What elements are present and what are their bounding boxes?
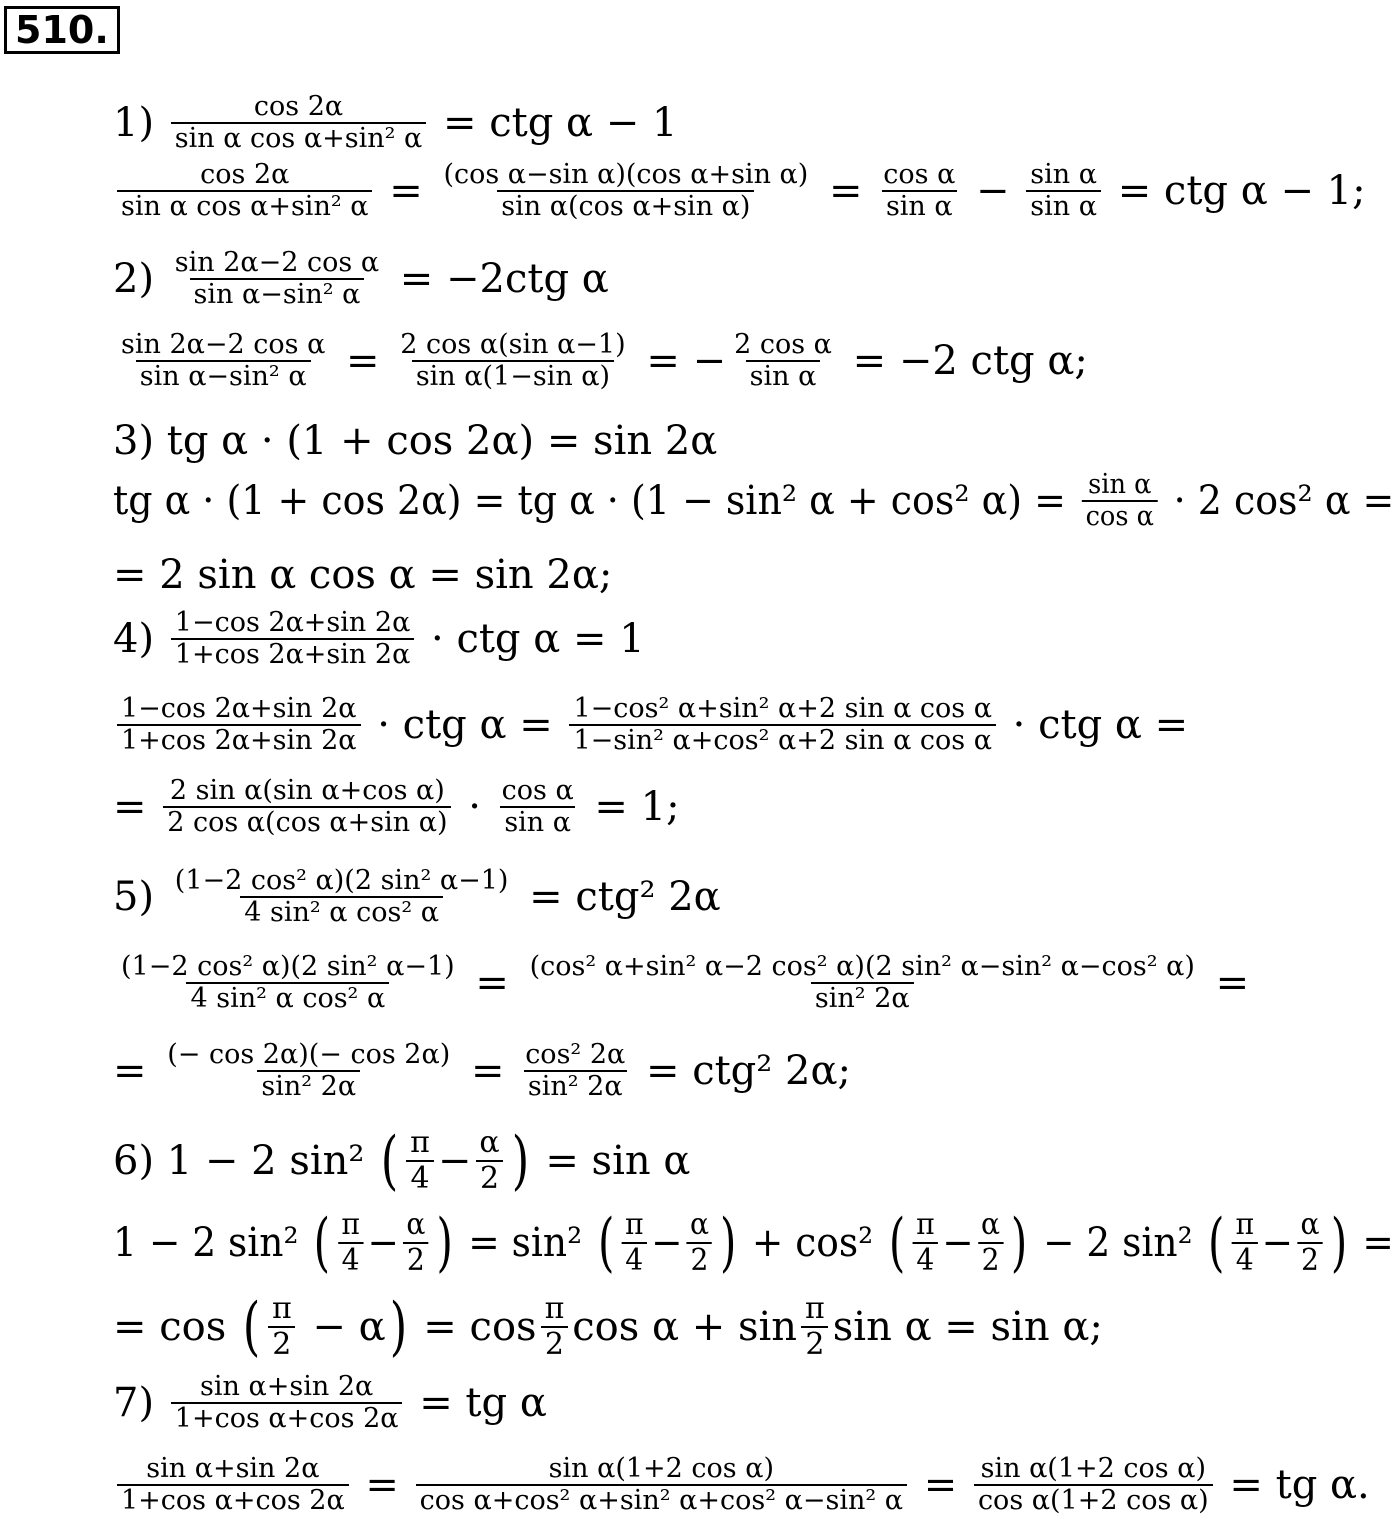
fraction-numerator: sin α(1+2 cos α)	[548, 1453, 774, 1484]
fraction-denominator: 2	[1297, 1242, 1322, 1278]
fraction	[977, 1208, 1004, 1277]
fraction-denominator: 2	[978, 1242, 1003, 1278]
math-text: ·	[455, 784, 494, 831]
fraction-denominator: sin α	[500, 806, 575, 838]
equation-line	[113, 552, 612, 598]
math-text: 7)	[113, 1380, 167, 1427]
equation-line	[113, 418, 717, 464]
fraction	[541, 1292, 569, 1361]
math-text: 5)	[113, 874, 167, 921]
fraction	[338, 1208, 364, 1277]
fraction-denominator: sin α cos α+sin² α	[117, 190, 372, 222]
fraction-numerator: sin 2α−2 cos α	[174, 247, 380, 278]
fraction-denominator: 4	[1232, 1242, 1257, 1278]
fraction-numerator: 2 cos α(sin α−1)	[400, 329, 626, 360]
fraction-denominator: 2	[687, 1242, 712, 1278]
math-text: =	[113, 1048, 160, 1095]
equation-line	[113, 1205, 1394, 1280]
fraction-denominator: sin α−sin² α	[190, 278, 365, 310]
fraction	[268, 1292, 296, 1361]
fraction-denominator: 1+cos α+cos 2α	[117, 1484, 349, 1516]
fraction-denominator: 2 cos α(cos α+sin α)	[163, 806, 451, 838]
math-text: =	[910, 1462, 970, 1509]
math-text: = ctg² 2α	[516, 874, 721, 921]
fraction-numerator: π	[271, 1291, 292, 1326]
fraction	[117, 694, 361, 756]
fraction	[801, 1292, 829, 1361]
math-text: · ctg α =	[999, 702, 1189, 749]
fraction-numerator: α	[689, 1207, 709, 1242]
fraction-numerator: sin α+sin 2α	[200, 1371, 374, 1402]
equation-line	[113, 866, 721, 928]
fraction-denominator: 1+cos α+cos 2α	[171, 1402, 403, 1434]
fraction	[439, 160, 812, 222]
math-text: 6) 1 − 2 sin²	[113, 1137, 378, 1184]
math-text: = ctg α − 1;	[1104, 168, 1366, 215]
math-text: −	[963, 168, 1023, 215]
math-text: = −2ctg α	[387, 256, 609, 303]
equation-line	[113, 470, 1394, 532]
equation-line	[113, 330, 1088, 392]
fraction	[879, 160, 959, 222]
fraction	[403, 1208, 430, 1277]
fraction-numerator: π	[544, 1291, 565, 1326]
fraction	[171, 1372, 403, 1434]
fraction-denominator: 2	[403, 1242, 428, 1278]
fraction-denominator: 4	[913, 1242, 938, 1278]
fraction-denominator: 4 sin² α cos² α	[186, 982, 389, 1014]
fraction	[1082, 470, 1158, 532]
fraction	[521, 1040, 629, 1102]
fraction-numerator: (− cos 2α)(− cos 2α)	[167, 1039, 451, 1070]
fraction-denominator: cos α	[1082, 500, 1158, 532]
left-paren: (	[380, 1123, 399, 1198]
math-text: sin α = sin α;	[832, 1303, 1103, 1350]
fraction-numerator: π	[1235, 1207, 1255, 1242]
fraction-denominator: 2	[268, 1326, 295, 1362]
math-text: − 2 sin²	[1031, 1219, 1205, 1266]
math-text: =	[352, 1462, 412, 1509]
right-paren: )	[1330, 1205, 1347, 1280]
fraction-denominator: sin α(1−sin α)	[412, 360, 614, 392]
fraction-numerator: π	[625, 1207, 644, 1242]
fraction-numerator: cos 2α	[253, 91, 344, 122]
fraction-numerator: 1−cos² α+sin² α+2 sin α cos α	[573, 693, 992, 724]
fraction-numerator: π	[341, 1207, 360, 1242]
equation-line	[113, 1454, 1370, 1516]
fraction-numerator: sin α	[1030, 159, 1097, 190]
math-text: 2)	[113, 256, 167, 303]
equation-line	[113, 1372, 547, 1434]
left-paren: (	[597, 1205, 614, 1280]
fraction-denominator: 4	[406, 1160, 433, 1196]
math-text: = cos	[410, 1303, 537, 1350]
equation-line	[113, 1040, 851, 1102]
fraction-numerator: α	[406, 1207, 426, 1242]
fraction	[117, 330, 329, 392]
math-text: = 2 sin α cos α = sin 2α;	[113, 552, 613, 598]
fraction-denominator: sin α	[1026, 190, 1101, 222]
left-paren: (	[888, 1205, 906, 1280]
fraction-numerator: sin 2α−2 cos α	[121, 329, 326, 360]
fraction-denominator: 1−sin² α+cos² α+2 sin α cos α	[569, 724, 996, 756]
fraction	[526, 952, 1199, 1014]
right-paren: )	[389, 1289, 407, 1364]
fraction-numerator: sin α	[1088, 469, 1152, 500]
fraction-denominator: sin α	[746, 360, 821, 392]
fraction	[171, 248, 383, 310]
fraction	[416, 1454, 907, 1516]
fraction-numerator: 1−cos 2α+sin 2α	[174, 607, 411, 638]
fraction-denominator: sin α(cos α+sin α)	[497, 190, 754, 222]
math-text: −	[942, 1219, 974, 1266]
math-text: −	[367, 1219, 399, 1266]
math-text: =	[1202, 960, 1250, 1007]
math-text: =	[462, 960, 522, 1007]
fraction-denominator: 2	[801, 1326, 828, 1362]
fraction-denominator: sin α cos α+sin² α	[171, 122, 426, 154]
left-paren: (	[1208, 1205, 1225, 1280]
math-text: = ctg² 2α;	[633, 1048, 851, 1095]
math-text: 1 − 2 sin²	[113, 1219, 311, 1266]
math-text: = ctg α − 1	[430, 100, 678, 147]
fraction-numerator: (cos² α+sin² α−2 cos² α)(2 sin² α−sin² α−cos² α)	[529, 951, 1195, 982]
left-paren: (	[313, 1205, 331, 1280]
math-text: = tg α.	[1216, 1462, 1370, 1509]
math-text: =	[333, 338, 393, 385]
fraction-denominator: sin α−sin² α	[136, 360, 311, 392]
math-text: = −2 ctg α;	[839, 338, 1088, 385]
equation-line	[113, 1123, 691, 1198]
fraction	[1232, 1208, 1258, 1277]
math-text: − α	[299, 1303, 386, 1350]
right-paren: )	[720, 1205, 737, 1280]
fraction-denominator: 4 sin² α cos² α	[240, 896, 443, 928]
math-text: · ctg α =	[364, 702, 566, 749]
fraction	[498, 776, 578, 838]
fraction-numerator: (1−2 cos² α)(2 sin² α−1)	[174, 865, 509, 896]
fraction-numerator: π	[916, 1207, 935, 1242]
fraction	[569, 694, 996, 756]
fraction	[1026, 160, 1101, 222]
math-text: −	[651, 1219, 683, 1266]
fraction-denominator: 1+cos 2α+sin 2α	[171, 638, 415, 670]
fraction-denominator: sin² 2α	[811, 982, 914, 1014]
fraction-numerator: α	[981, 1207, 1001, 1242]
math-text: −	[437, 1137, 472, 1184]
fraction-denominator: cos α(1+2 cos α)	[974, 1484, 1213, 1516]
fraction	[171, 92, 426, 154]
fraction-numerator: (cos α−sin α)(cos α+sin α)	[443, 159, 809, 190]
math-text: tg α · (1 + cos 2α) = tg α · (1 − sin² α + cos² α) =	[113, 478, 1078, 525]
fraction	[621, 1208, 647, 1277]
fraction-numerator: π	[805, 1291, 825, 1326]
equation-line	[113, 608, 645, 670]
fraction	[475, 1126, 503, 1195]
fraction-numerator: 2 sin α(sin α+cos α)	[169, 775, 445, 806]
fraction-numerator: α	[1300, 1207, 1320, 1242]
math-text: =	[816, 168, 876, 215]
equation-line	[113, 1289, 1103, 1364]
math-text: · ctg α = 1	[418, 616, 645, 663]
fraction-numerator: α	[479, 1125, 500, 1160]
math-text: 3) tg α · (1 + cos 2α) = sin 2α	[113, 418, 718, 464]
left-paren: (	[242, 1289, 261, 1364]
fraction-denominator: 2	[476, 1160, 503, 1196]
fraction	[117, 952, 459, 1014]
fraction-denominator: 1+cos 2α+sin 2α	[117, 724, 361, 756]
fraction-denominator: sin² 2α	[524, 1070, 627, 1102]
fraction	[163, 1040, 454, 1102]
math-text: cos α + sin	[572, 1303, 798, 1350]
math-text: 4)	[113, 616, 167, 663]
fraction-denominator: sin α	[882, 190, 957, 222]
fraction	[686, 1208, 713, 1277]
equation-line	[113, 694, 1188, 756]
math-text: = 1;	[581, 784, 680, 831]
fraction-numerator: cos 2α	[200, 159, 290, 190]
fraction	[396, 330, 629, 392]
math-text: = cos	[113, 1303, 239, 1350]
equation-line	[113, 952, 1249, 1014]
equation-line	[113, 248, 609, 310]
fraction-denominator: 2	[541, 1326, 568, 1362]
math-text: =	[376, 168, 436, 215]
fraction	[974, 1454, 1213, 1516]
fraction-numerator: 1−cos 2α+sin 2α	[121, 693, 357, 724]
fraction	[171, 866, 513, 928]
fraction-denominator: 4	[338, 1242, 363, 1278]
right-paren: )	[511, 1123, 529, 1198]
fraction	[730, 330, 836, 392]
right-paren: )	[436, 1205, 453, 1280]
fraction-numerator: cos α	[501, 775, 574, 806]
fraction	[912, 1208, 938, 1277]
fraction	[117, 160, 372, 222]
fraction-denominator: 4	[622, 1242, 647, 1278]
right-paren: )	[1011, 1205, 1028, 1280]
math-text: = sin α	[532, 1137, 691, 1184]
fraction-denominator: sin² 2α	[257, 1070, 360, 1102]
fraction-numerator: cos α	[883, 159, 956, 190]
fraction-numerator: 2 cos α	[734, 329, 832, 360]
fraction	[171, 608, 415, 670]
math-text: = sin²	[456, 1219, 595, 1266]
math-text: = −	[633, 338, 727, 385]
fraction-numerator: cos² 2α	[525, 1039, 626, 1070]
math-text: =	[458, 1048, 518, 1095]
fraction	[406, 1126, 434, 1195]
problem-number: 510.	[4, 6, 120, 54]
equation-line	[113, 92, 677, 154]
math-text: = tg α	[406, 1380, 547, 1427]
math-text: −	[1261, 1219, 1293, 1266]
fraction-numerator: (1−2 cos² α)(2 sin² α−1)	[121, 951, 455, 982]
math-text: + cos²	[739, 1219, 886, 1266]
math-text: · 2 cos² α =	[1161, 478, 1395, 525]
fraction-numerator: sin α+sin 2α	[146, 1453, 320, 1484]
math-text: 1)	[113, 100, 167, 147]
fraction	[1297, 1208, 1324, 1277]
fraction	[163, 776, 451, 838]
math-text: =	[1350, 1219, 1394, 1266]
equation-line	[113, 776, 680, 838]
equation-line	[113, 160, 1366, 222]
fraction	[117, 1454, 349, 1516]
fraction-numerator: sin α(1+2 cos α)	[980, 1453, 1206, 1484]
fraction-denominator: cos α+cos² α+sin² α+cos² α−sin² α	[416, 1484, 907, 1516]
fraction-numerator: π	[410, 1125, 430, 1160]
math-text: =	[113, 784, 160, 831]
